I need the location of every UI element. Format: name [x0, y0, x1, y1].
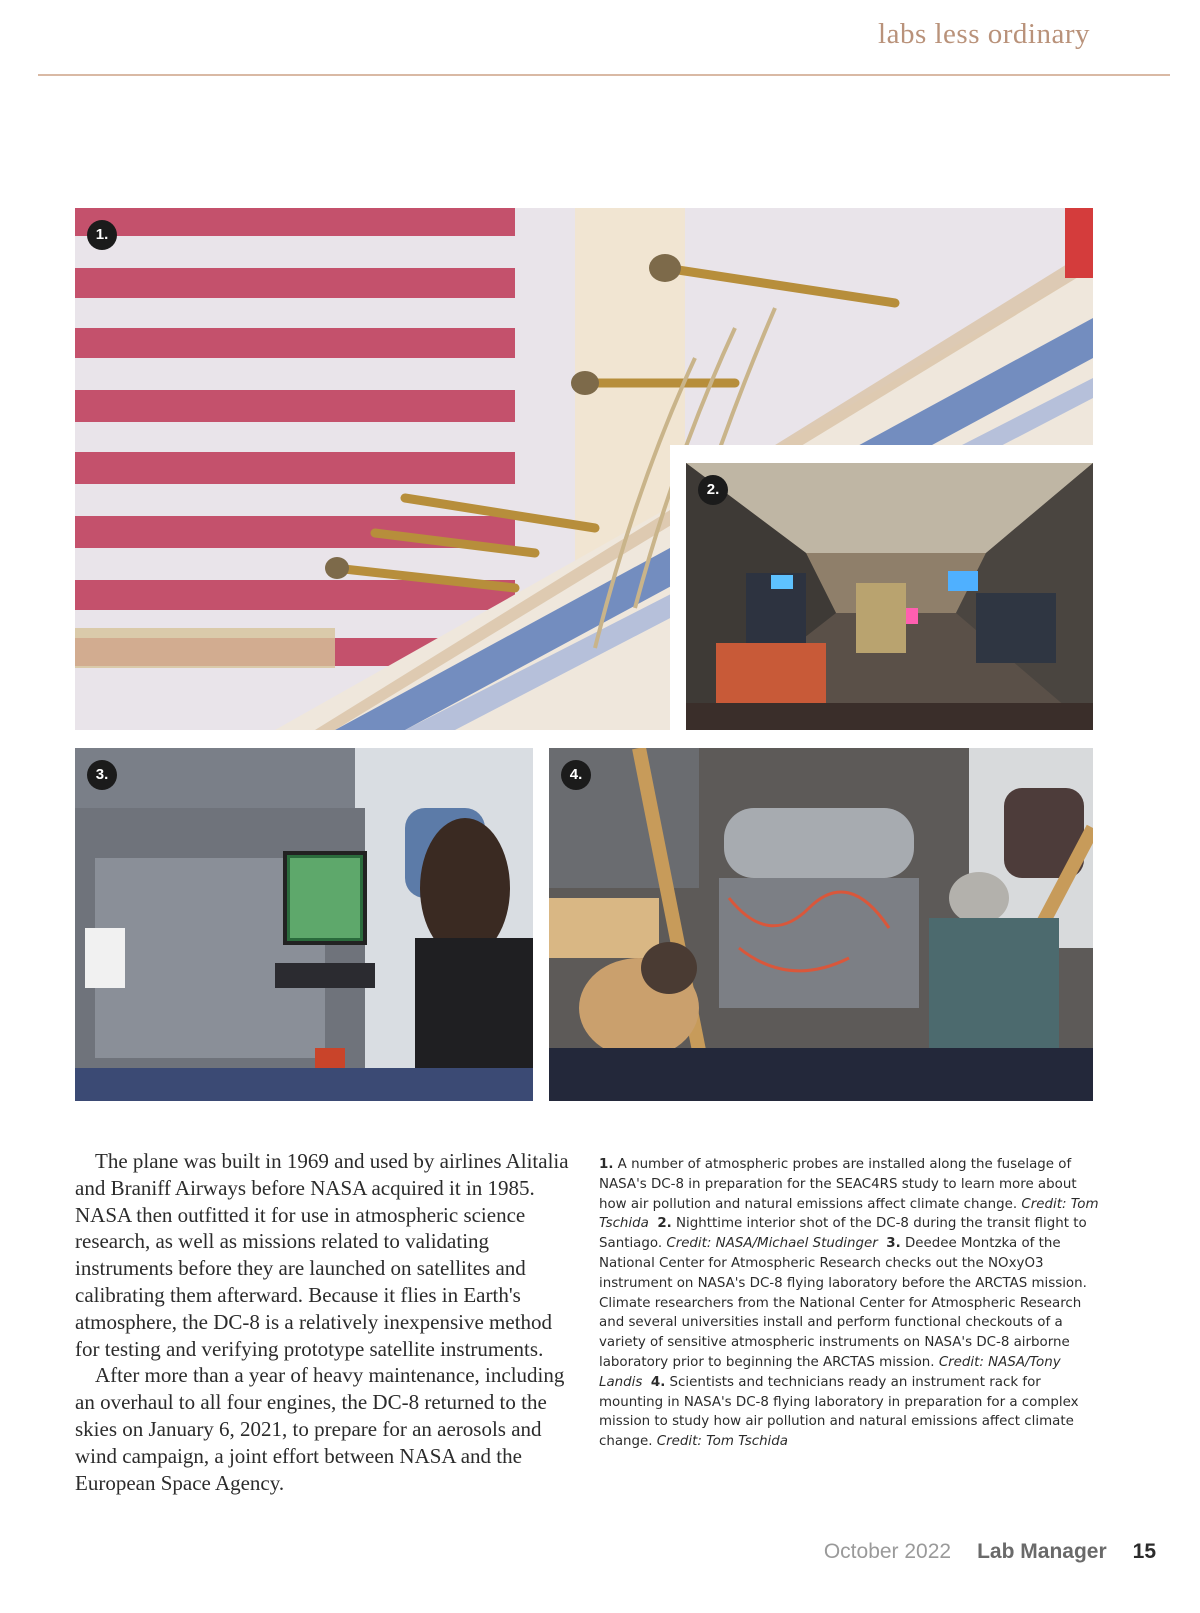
photo-gutter: [670, 445, 1093, 463]
dc8-interior-image: [686, 463, 1093, 730]
caption-text-2: Nighttime interior shot of the DC-8 during the transit flight to Santiago.: [599, 1216, 1087, 1252]
instrument-rack-image: [549, 748, 1093, 1101]
caption-number-2: 2.: [657, 1216, 672, 1232]
photo-captions: [599, 1155, 1099, 1452]
photo-2-dc8-interior: [686, 463, 1093, 730]
instrument-check-image: [75, 748, 533, 1101]
caption-number-1: 1.: [599, 1157, 614, 1172]
photo-3-instrument-check: [75, 748, 533, 1101]
magazine-name: Lab Manager: [977, 1540, 1107, 1563]
page-footer: [824, 1540, 1156, 1570]
caption-text-4: Scientists and technicians ready an instrument rack for mounting in NASA's DC-8 flying laboratory in preparation for a complex mission to study how air pollution and natural emissions affect climate change.: [599, 1374, 1079, 1450]
caption-credit-1: Credit: Tom Tschida: [599, 1196, 1099, 1232]
caption-number-3: 3.: [886, 1236, 901, 1252]
header-rule: [38, 74, 1170, 76]
article-body: [75, 1148, 575, 1496]
photo-badge-1: 1.: [87, 220, 117, 250]
photo-badge-2: 2.: [698, 475, 728, 505]
caption-credit-4: Credit: Tom Tschida: [656, 1434, 788, 1450]
page-number: 15: [1132, 1540, 1156, 1563]
caption-number-4: 4.: [650, 1374, 666, 1390]
caption-text-3: Deedee Montzka of the National Center for Atmospheric Research checks out the NOxyO3 instrument on NASA's DC-8 flying laboratory before the ARCTAS mission. Climate researchers from the National Center for Atmospheric Research and several universities install and perform functional checkouts of a variety of sensitive atmospheric instruments on NASA's DC-8 airborne laboratory prior to beginning the ARCTAS mission.: [599, 1236, 1087, 1370]
body-paragraph-2: After more than a year of heavy maintenance, including an overhaul to all four engines, the DC-8 returned to the skies on January 6, 2021, to prepare for an aerosols and wind campaign, a joint effort between NASA and the European Space Agency.: [75, 1363, 565, 1495]
issue-date: October 2022: [823, 1540, 952, 1563]
caption-text-1: A number of atmospheric probes are installed along the fuselage of NASA's DC-8 in preparation for the SEAC4RS study to learn more about how air pollution and natural emissions affect climate change.: [599, 1157, 1077, 1212]
body-paragraph-1: The plane was built in 1969 and used by airlines Alitalia and Braniff Airways before NASA acquired it in 1985. NASA then outfitted it for use in atmospheric science research, as well as missions related to validating instruments before they are launched on satellites and calibrating them afterward. Because it flies in Earth's atmosphere, the DC-8 is a relatively inexpensive method for testing and verifying prototype satellite instruments.: [75, 1149, 569, 1361]
section-title: labs less ordinary: [878, 18, 1090, 50]
photo-4-instrument-rack: [549, 748, 1093, 1101]
photo-gutter: [670, 445, 686, 730]
caption-credit-2: Credit: NASA/Michael Studinger: [666, 1236, 878, 1252]
caption-credit-3: Credit: NASA/Tony Landis: [599, 1354, 1061, 1390]
photo-badge-3: 3.: [87, 760, 117, 790]
photo-badge-4: 4.: [561, 760, 591, 790]
